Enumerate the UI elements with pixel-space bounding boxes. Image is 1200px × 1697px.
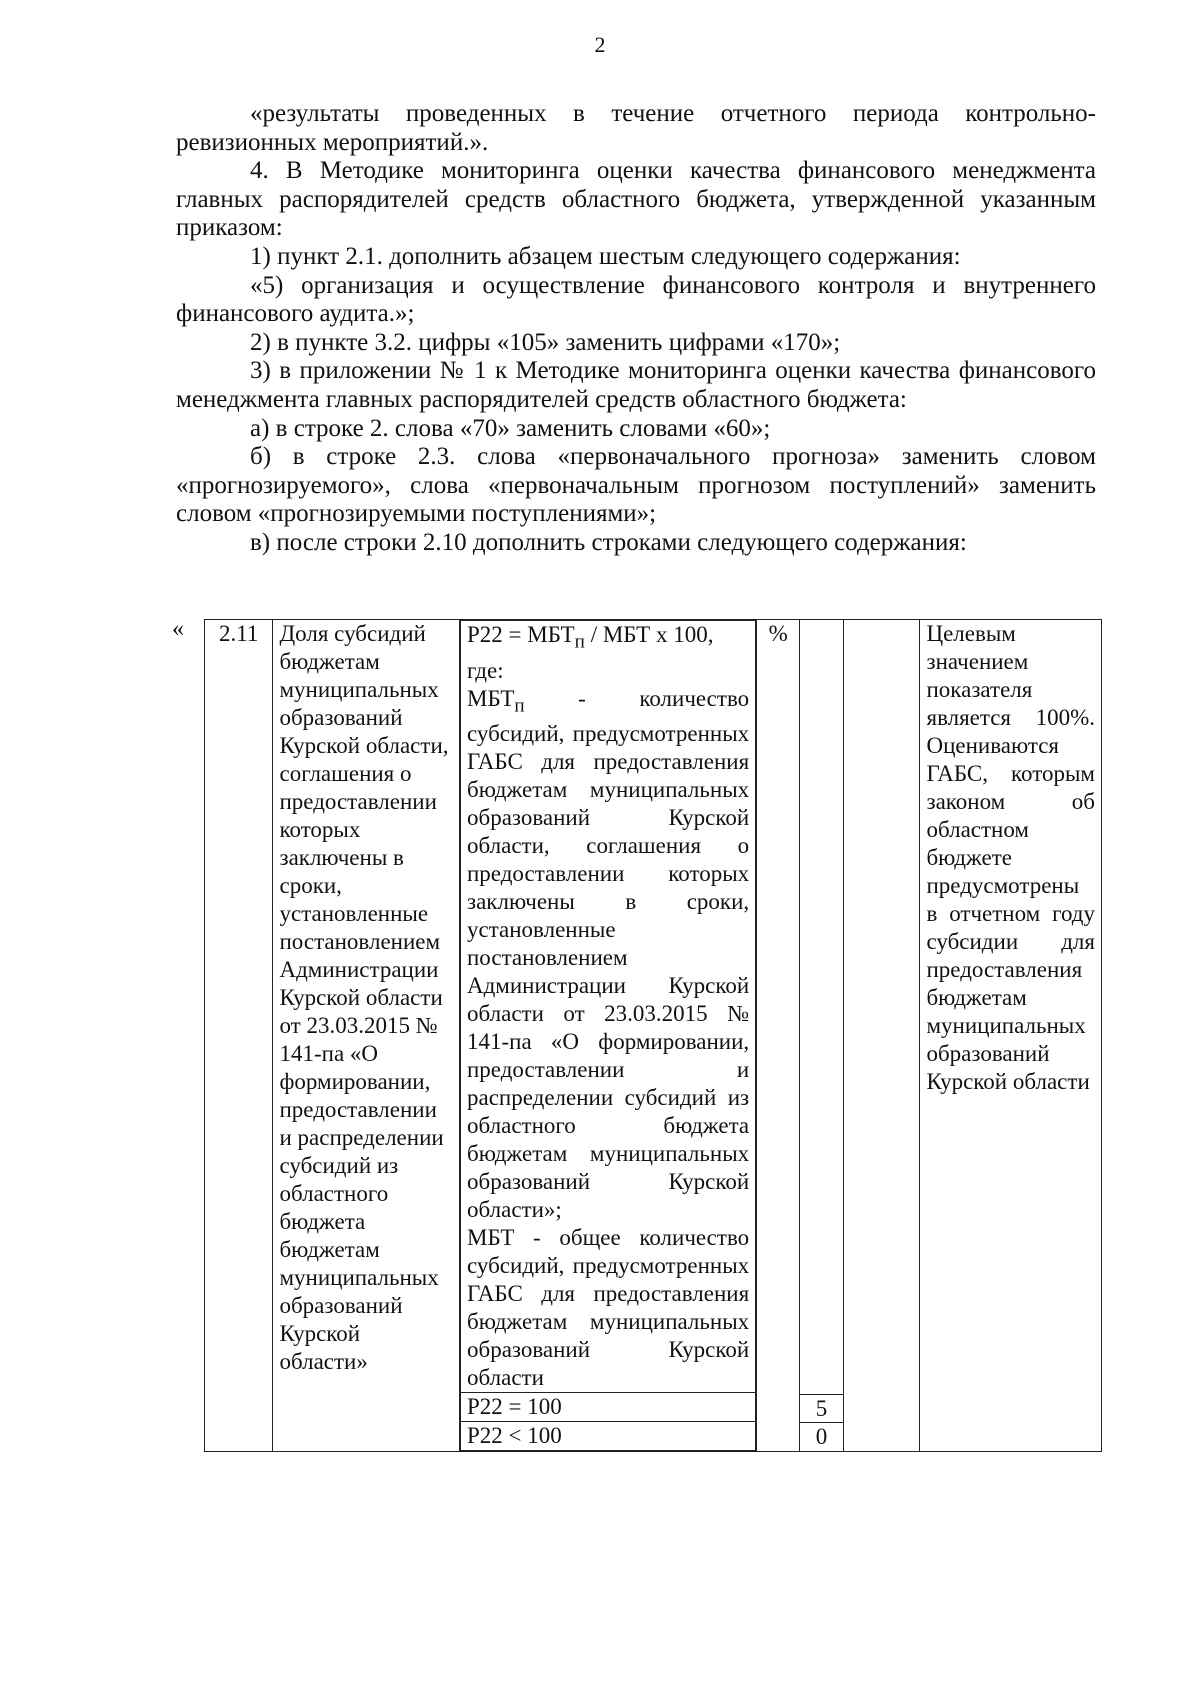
formula-text	[461, 621, 756, 1393]
score-1: 5	[800, 1394, 842, 1423]
row-number-cell: 2.11	[205, 620, 273, 1452]
paragraph: 2) в пункте 3.2. цифры «105» заменить цифрами «170»;	[250, 328, 841, 356]
paragraph: 3) в приложении № 1 к Методике мониторинга оценки качества финансового менеджмента главных распорядителей средств областного бюджета:	[176, 357, 1096, 413]
paragraph: а) в строке 2. слова «70» заменить словами «60»;	[250, 414, 771, 442]
formula-cell	[460, 620, 757, 1452]
paragraph: в) после строки 2.10 дополнить строками следующего содержания:	[250, 528, 967, 556]
paragraph: «результаты проведенных в течение отчетного периода контрольно-ревизионных мероприятий.».	[176, 100, 1096, 156]
table-open-quote: «	[172, 616, 184, 642]
paragraph: 1) пункт 2.1. дополнить абзацем шестым следующего содержания:	[250, 242, 961, 270]
condition-2: P22 < 100	[461, 1422, 756, 1451]
indicator-name-cell: Доля субсидий бюджетам муниципальных образований Курской области, соглашения о предоставлении которых заключены в сроки, установленные постановлением Администрации Курской области от 23.03.2015 № 141-па «О формировании, предоставлении и распределении субсидий из областного бюджета бюджетам муниципальных образований Курской области»	[273, 620, 460, 1452]
formula-subtable	[460, 620, 756, 1451]
condition-1: P22 = 100	[461, 1393, 756, 1422]
table-row	[205, 620, 1102, 1452]
page-number: 2	[594, 32, 606, 57]
formula-definition-2: МБТ - общее количество субсидий, предусмотренных ГАБС для предоставления бюджетам муниципальных образований Курской области	[467, 1225, 750, 1391]
indicator-table	[204, 619, 1102, 1452]
score-cell	[800, 620, 843, 1452]
formula-title: $P22 = МБТ_п$ / МБТ х 100, где:	[467, 622, 714, 683]
paragraph: б) в строке 2.3. слова «первоначального прогноза» заменить словом «прогнозируемого», слова «первоначальным прогнозом поступлений» заменить словом «прогнозируемыми поступлениями»;	[176, 443, 1096, 528]
score-2: 0	[800, 1422, 842, 1451]
paragraph: 4. В Методике мониторинга оценки качества финансового менеджмента главных распорядителей средств областного бюджета, утвержденной указанным приказом:	[176, 157, 1096, 242]
unit-cell: %	[757, 620, 800, 1452]
paragraph: «5) организация и осуществление финансового контроля и внутреннего финансового аудита.»;	[176, 271, 1096, 328]
empty-cell	[843, 620, 920, 1452]
formula-definition-1: $МБТ_п$ - количество субсидий, предусмотренных ГАБС для предоставления бюджетам муниципальных образований Курской области, соглашения о предоставлении которых заключены в сроки, установленные постановлением Администрации Курской области от 23.03.2015 № 141-па «О формировании, предоставлении и распределении субсидий из областного бюджета бюджетам муниципальных образований Курской области»;	[467, 685, 750, 1223]
body-text	[176, 100, 1096, 558]
note-cell: Целевым значением показателя является 100%. Оцениваются ГАБС, которым законом об областном бюджете предусмотрены в отчетном году субсидии для предоставления бюджетам муниципальных образований Курской области	[920, 620, 1102, 1452]
